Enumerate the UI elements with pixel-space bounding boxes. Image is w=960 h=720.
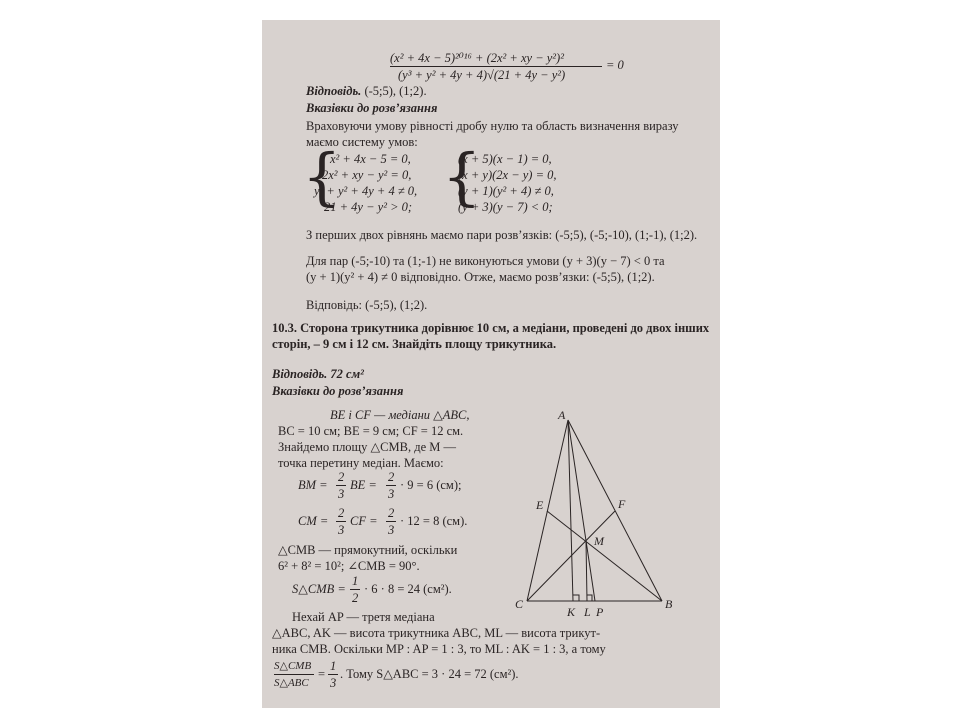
area-frac-num: 1: [352, 574, 359, 588]
check-line: Для пар (-5;-10) та (1;-1) не виконуються умови (y + 3)(y − 7) < 0 та: [306, 254, 665, 268]
area-frac-bar: [350, 589, 360, 590]
answer-value: (-5;5), (1;2).: [364, 84, 427, 98]
area-formula-left: S△CMB =: [292, 582, 346, 596]
label-c: C: [515, 597, 524, 611]
hints-heading: Вказівки до розв’язання: [272, 384, 404, 398]
solution-line: Знайдемо площу △CMB, де M —: [278, 440, 456, 454]
system-right-line: (x + y)(2x − y) = 0,: [458, 168, 557, 182]
answer-heading: Відповідь. 72 см²: [272, 367, 364, 381]
answer-line: [306, 84, 427, 99]
right-angle-l: [587, 595, 592, 601]
cm-frac2-den: 3: [388, 523, 395, 537]
fraction-denominator: (y³ + y² + 4y + 4)√(21 + 4y − y²): [398, 68, 566, 82]
triangle-figure: [512, 405, 682, 620]
ratio-tail: . Тому S△ABC = 3 · 24 = 72 (см²).: [340, 667, 519, 681]
cm-formula-mid: CF =: [350, 514, 378, 528]
system-left-line: x² + 4x − 5 = 0,: [330, 152, 411, 166]
solution-line: △ABC, AK — висота трикутника ABC, ML — висота трикут-: [272, 626, 601, 640]
ratio-den: S△ABC: [274, 677, 309, 689]
solution-line: ника CMB. Оскільки MP : AP = 1 : 3, то ML : AK = 1 : 3, а тому: [272, 642, 606, 656]
label-f: F: [618, 497, 626, 511]
solution-line: Нехай AP — третя медіана: [292, 610, 435, 624]
text-line: Враховуючи умову рівності дробу нулю та область визначення виразу: [306, 119, 679, 133]
ratio-val-num: 1: [330, 659, 337, 673]
system-right-line: (y + 1)(y² + 4) ≠ 0,: [458, 184, 554, 198]
bm-frac2-den: 3: [388, 487, 395, 501]
bm-frac2-bar: [386, 485, 396, 486]
check-line: (y + 1)(y² + 4) ≠ 0 відповідно. Отже, маємо розв’язки: (-5;5), (1;2).: [306, 270, 655, 284]
right-angle-k: [573, 595, 579, 601]
bm-formula-left: BM =: [298, 478, 328, 492]
label-p: P: [596, 605, 604, 619]
right-brace: {: [442, 140, 482, 213]
bm-formula-mid: BE =: [350, 478, 377, 492]
ratio-eq: =: [318, 667, 326, 681]
fraction-equals: = 0: [606, 58, 624, 72]
label-m: M: [594, 534, 604, 548]
answer-label: Відповідь.: [306, 84, 362, 98]
bm-frac-num: 2: [338, 470, 345, 484]
area-formula-right: · 6 · 8 = 24 (см²).: [364, 582, 452, 596]
ratio-val-den: 3: [330, 676, 337, 690]
book-page: [262, 20, 720, 708]
side-ac: [527, 420, 568, 601]
system-left-line: y³ + y² + 4y + 4 ≠ 0,: [314, 184, 418, 198]
solution-line: точка перетину медіан. Маємо:: [278, 456, 444, 470]
label-l: L: [584, 605, 591, 619]
system-right-line: (x + 5)(x − 1) = 0,: [458, 152, 552, 166]
median-be: [547, 511, 662, 601]
cm-formula-left: CM =: [298, 514, 329, 528]
ratio-num: S△CMB: [274, 660, 312, 672]
ratio-val-bar: [328, 674, 338, 675]
cm-formula-right: · 12 = 8 (см).: [400, 514, 468, 528]
solution-line: BC = 10 см; BE = 9 см; CF = 12 см.: [278, 424, 464, 438]
cm-frac2-num: 2: [388, 506, 395, 520]
hints-heading: Вказівки до розв’язання: [306, 101, 438, 115]
altitude-ml: [586, 541, 587, 601]
problem-statement: сторін, – 9 см і 12 см. Знайдіть площу трикутника.: [272, 337, 557, 351]
area-frac-den: 2: [352, 591, 359, 605]
bm-frac-bar: [336, 485, 346, 486]
final-answer: Відповідь: (-5;5), (1;2).: [306, 298, 428, 312]
bm-frac2-num: 2: [388, 470, 395, 484]
fraction-numerator: (x² + 4x − 5)²⁰¹⁶ + (2x² + xy − y²)²: [390, 51, 564, 65]
bm-frac-den: 3: [338, 487, 345, 501]
problem-statement: 10.3. Сторона трикутника дорівнює 10 см, а медіани, проведені до двох інших: [272, 321, 710, 335]
cm-frac-num: 2: [338, 506, 345, 520]
ratio-bar: [274, 674, 314, 675]
cm-frac-bar: [336, 521, 346, 522]
fraction-bar: [390, 66, 602, 67]
system-left-line: 21 + 4y − y² > 0;: [324, 200, 413, 214]
pairs-line: З перших двох рівнянь маємо пари розв’язків: (-5;5), (-5;-10), (1;-1), (1;2).: [306, 228, 698, 242]
bm-formula-right: · 9 = 6 (см);: [400, 478, 462, 492]
system-left-line: 2x² + xy − y² = 0,: [322, 168, 412, 182]
label-e: E: [536, 498, 544, 512]
solution-line: △CMB — прямокутний, оскільки: [278, 543, 458, 557]
solution-line: BE і CF — медіани △ABC,: [330, 408, 470, 422]
label-b: B: [665, 597, 673, 611]
system-right-line: (y + 3)(y − 7) < 0;: [458, 200, 553, 214]
cm-frac2-bar: [386, 521, 396, 522]
label-k: K: [567, 605, 576, 619]
side-ab: [568, 420, 662, 601]
left-brace: {: [302, 140, 342, 213]
text-line: маємо систему умов:: [306, 135, 418, 149]
cm-frac-den: 3: [338, 523, 345, 537]
solution-line: 6² + 8² = 10²; ∠CMB = 90°.: [278, 559, 420, 573]
label-a: A: [558, 408, 566, 422]
